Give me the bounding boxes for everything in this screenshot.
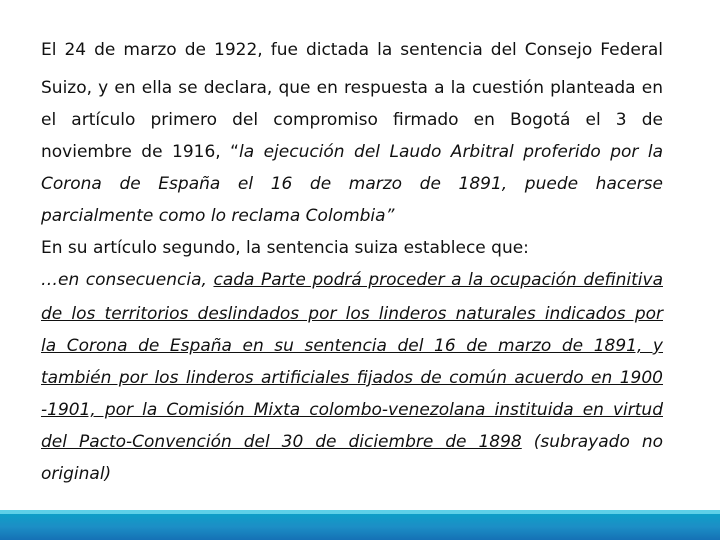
text-line: el artículo primero del compromiso firmado en Bogotá el 3 de [41, 110, 663, 130]
quote-line: original) [41, 464, 112, 484]
text-line: El 24 de marzo de 1922, fue dictada la sentencia del Consejo Federal [41, 40, 663, 60]
underlined-quote-line: -1901, por la Comisión Mixta colombo-venezolana instituida en virtud [41, 400, 663, 420]
underlined-quote-line: la Corona de España en su sentencia del 16 de marzo de 1891, y [41, 336, 663, 356]
text-line: Suizo, y en ella se declara, que en respuesta a la cuestión planteada en [41, 78, 663, 98]
footer-bar [0, 510, 720, 540]
underlined-quote-line: de los territorios deslindados por los linderos naturales indicados por [41, 304, 663, 324]
underlined-segment: del Pacto-Convención del 30 de diciembre de 1898 [41, 432, 522, 452]
quote-line [41, 270, 663, 292]
text-segment: noviembre de 1916, “ [41, 142, 239, 162]
text-line: En su artículo segundo, la sentencia suiza establece que: [41, 238, 529, 258]
quote-line [41, 432, 663, 454]
italic-quote-line: Corona de España el 16 de marzo de 1891, puede hacerse [41, 174, 663, 194]
underlined-quote-line: también por los linderos artificiales fijados de común acuerdo en 1900 [41, 368, 663, 388]
underlined-segment: cada Parte podrá proceder a la ocupación definitiva [213, 270, 663, 290]
italic-quote-line: parcialmente como lo reclama Colombia” [41, 206, 395, 226]
italic-quote-segment: la ejecución del Laudo Arbitral proferido por la [238, 142, 663, 162]
text-line [41, 142, 663, 164]
text-segment: (subrayado no [521, 432, 663, 452]
text-segment: …en consecuencia, [41, 270, 214, 290]
